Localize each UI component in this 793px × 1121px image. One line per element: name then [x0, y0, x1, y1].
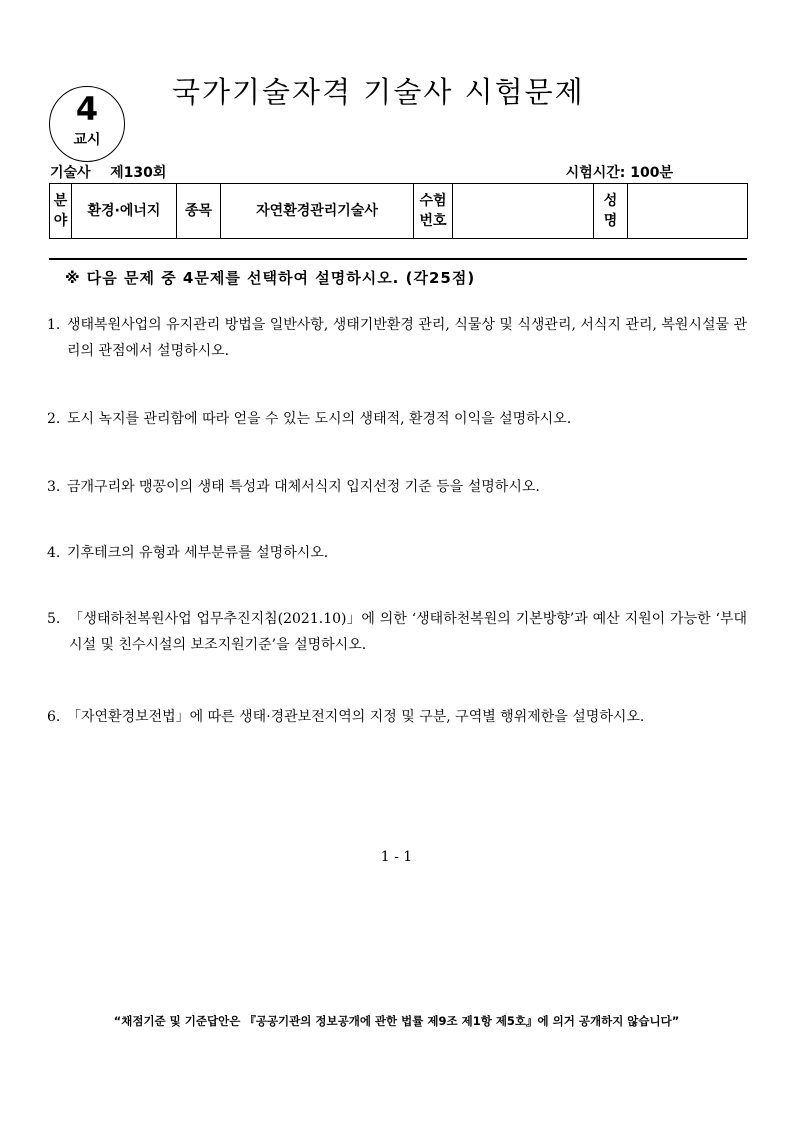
question-number: 3.	[47, 479, 61, 495]
question-text: 도시 녹지를 관리함에 따라 얻을 수 있는 도시의 생태적, 환경적 이익을 설명하시오.	[67, 411, 572, 427]
question-number: 6.	[47, 709, 61, 725]
exam-time: 시험시간: 100분	[565, 165, 673, 181]
page-title: 국가기술자격 기술사 시험문제	[172, 75, 585, 109]
header-divider	[49, 258, 747, 260]
question-number: 2.	[47, 411, 61, 427]
question-4	[47, 540, 747, 566]
name-label: 성명	[594, 184, 628, 239]
session-number: 4	[75, 90, 99, 128]
exam-number-label: 수험번호	[414, 184, 453, 239]
question-3	[47, 474, 747, 500]
question-number: 4.	[47, 545, 61, 561]
question-text: 「자연환경보전법」에 따른 생태·경관보전지역의 지정 및 구분, 구역별 행위제한을 설명하시오.	[67, 709, 645, 725]
exam-info-table	[49, 183, 748, 239]
question-2	[47, 406, 747, 432]
question-number: 1.	[47, 317, 61, 333]
category-label: 종목	[177, 184, 221, 239]
session-badge	[49, 86, 125, 162]
exam-round-line	[50, 164, 166, 182]
field-label: 분야	[50, 184, 72, 239]
question-text: 「생태하천복원사업 업무추진지침(2021.10)」에 의한 ‘생태하천복원의 기본방향’과 예산 지원이 가능한 ‘부대시설 및 친수시설의 보조지원기준’을 설명하시오.	[69, 611, 747, 653]
field-value: 환경·에너지	[72, 184, 177, 239]
question-1	[47, 312, 747, 364]
question-number: 5.	[47, 611, 61, 627]
question-text: 기후테크의 유형과 세부분류를 설명하시오.	[67, 545, 329, 561]
question-text: 생태복원사업의 유지관리 방법을 일반사항, 생태기반환경 관리, 식물상 및 식생관리, 서식지 관리, 복원시설물 관리의 관점에서 설명하시오.	[67, 317, 747, 359]
exam-grade: 기술사	[50, 165, 91, 181]
category-value: 자연환경관리기술사	[221, 184, 414, 239]
question-text: 금개구리와 맹꽁이의 생태 특성과 대체서식지 입지선정 기준 등을 설명하시오.	[67, 479, 540, 495]
name-field[interactable]	[628, 184, 748, 239]
exam-round: 제130회	[110, 165, 167, 181]
instruction: ※ 다음 문제 중 4문제를 선택하여 설명하시오. (각25점)	[65, 269, 476, 287]
exam-number-field[interactable]	[453, 184, 594, 239]
question-6	[47, 704, 747, 730]
session-label: 교시	[73, 132, 101, 148]
page-number: 1 - 1	[380, 849, 413, 865]
footer-notice: “채점기준 및 기준답안은 『공공기관의 정보공개에 관한 법률 제9조 제1항 제5호』에 의거 공개하지 않습니다”	[113, 1014, 680, 1028]
question-5	[47, 606, 747, 658]
